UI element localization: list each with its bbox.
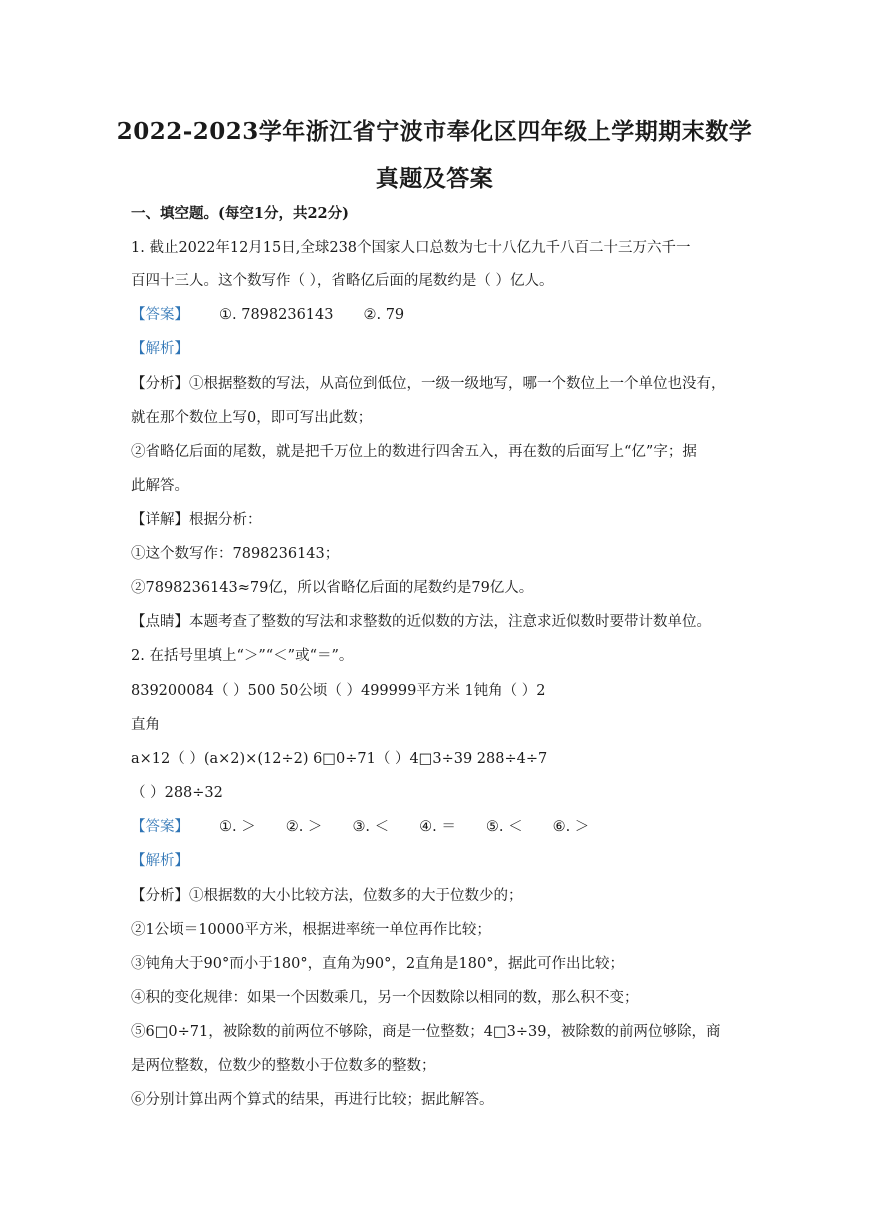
q2-answer-2: ②. ＞ (285, 819, 323, 835)
document-title-line2: 真题及答案 (375, 165, 494, 192)
q2-answer-3: ③. ＜ (352, 819, 390, 835)
q2-text-line4: a×12（ ）(a×2)×(12÷2) 6□0÷71（ ）4□3÷39 288÷4÷7 (131, 751, 548, 767)
q2-analysis-line4: ④积的变化规律：如果一个因数乘几，另一个因数除以相同的数，那么积不变； (131, 990, 639, 1006)
q2-text-line3: 直角 (131, 717, 160, 733)
answer-tag: 【答案】 (131, 307, 189, 323)
q2-jiexi-tag: 【解析】 (131, 853, 189, 869)
q2-answer-1: ①. ＞ (219, 819, 256, 835)
q2-answer-6: ⑥. ＞ (552, 819, 590, 835)
q2-analysis-line7: ⑥分别计算出两个算式的结果，再进行比较；据此解答。 (131, 1092, 494, 1108)
q1-analysis-line2: 就在那个数位上写0，即可写出此数； (131, 410, 373, 426)
q2-text-line5: （ ）288÷32 (131, 785, 223, 801)
q2-analysis-line2: ②1公顷＝10000平方米，根据进率统一单位再作比较； (131, 922, 491, 938)
q1-analysis-line1: 【分析】①根据整数的写法，从高位到低位，一级一级地写，哪一个数位上一个单位也没有， (131, 376, 726, 392)
q2-answer-5: ⑤. ＜ (485, 819, 523, 835)
q2-analysis-line5: ⑤6□0÷71，被除数的前两位不够除，商是一位整数；4□3÷39，被除数的前两位够除，商 (131, 1024, 721, 1040)
q1-answer-row (131, 305, 404, 325)
q1-detail-line2: ①这个数写作：7898236143； (131, 546, 340, 562)
q1-analysis-line3: ②省略亿后面的尾数，就是把千万位上的数进行四舍五入，再在数的后面写上“亿”字；据 (131, 444, 697, 460)
q2-analysis-line6: 是两位整数，位数少的整数小于位数多的整数； (131, 1058, 436, 1074)
q2-answer-row (131, 817, 589, 837)
document-title-line1: 2022-2023学年浙江省宁波市奉化区四年级上学期期末数学 (116, 118, 753, 145)
q1-text-line2: 百四十三人。这个数写作（ ），省略亿后面的尾数约是（ ）亿人。 (131, 273, 554, 289)
q1-answer-2: ②. 79 (363, 307, 405, 323)
q1-detail-line3: ②7898236143≈79亿，所以省略亿后面的尾数约是79亿人。 (131, 580, 534, 596)
q2-answer-4: ④. ＝ (419, 819, 456, 835)
q1-detail-line1: 【详解】根据分析： (131, 512, 262, 528)
q1-answer-1: ①. 7898236143 (219, 307, 334, 323)
q2-text-line2: 839200084（ ）500 50公顷（ ）499999平方米 1钝角（ ）2 (131, 683, 546, 699)
q1-text-line1: 1. 截止2022年12月15日,全球238个国家人口总数为七十八亿九千八百二十三万六千一 (131, 240, 691, 256)
q1-point-line: 【点睛】本题考查了整数的写法和求整数的近似数的方法，注意求近似数时要带计数单位。 (131, 614, 711, 630)
q1-analysis-line4: 此解答。 (131, 478, 189, 494)
q2-text-line1: 2. 在括号里填上“＞”“＜”或“＝”。 (131, 648, 354, 664)
q1-jiexi-tag: 【解析】 (131, 341, 189, 357)
q2-analysis-line1: 【分析】①根据数的大小比较方法，位数多的大于位数少的； (131, 888, 523, 904)
answer-tag: 【答案】 (131, 819, 189, 835)
q2-analysis-line3: ③钝角大于90°而小于180°，直角为90°，2直角是180°，据此可作出比较； (131, 956, 624, 972)
section-heading: 一、填空题。(每空1分，共22分) (131, 205, 349, 222)
